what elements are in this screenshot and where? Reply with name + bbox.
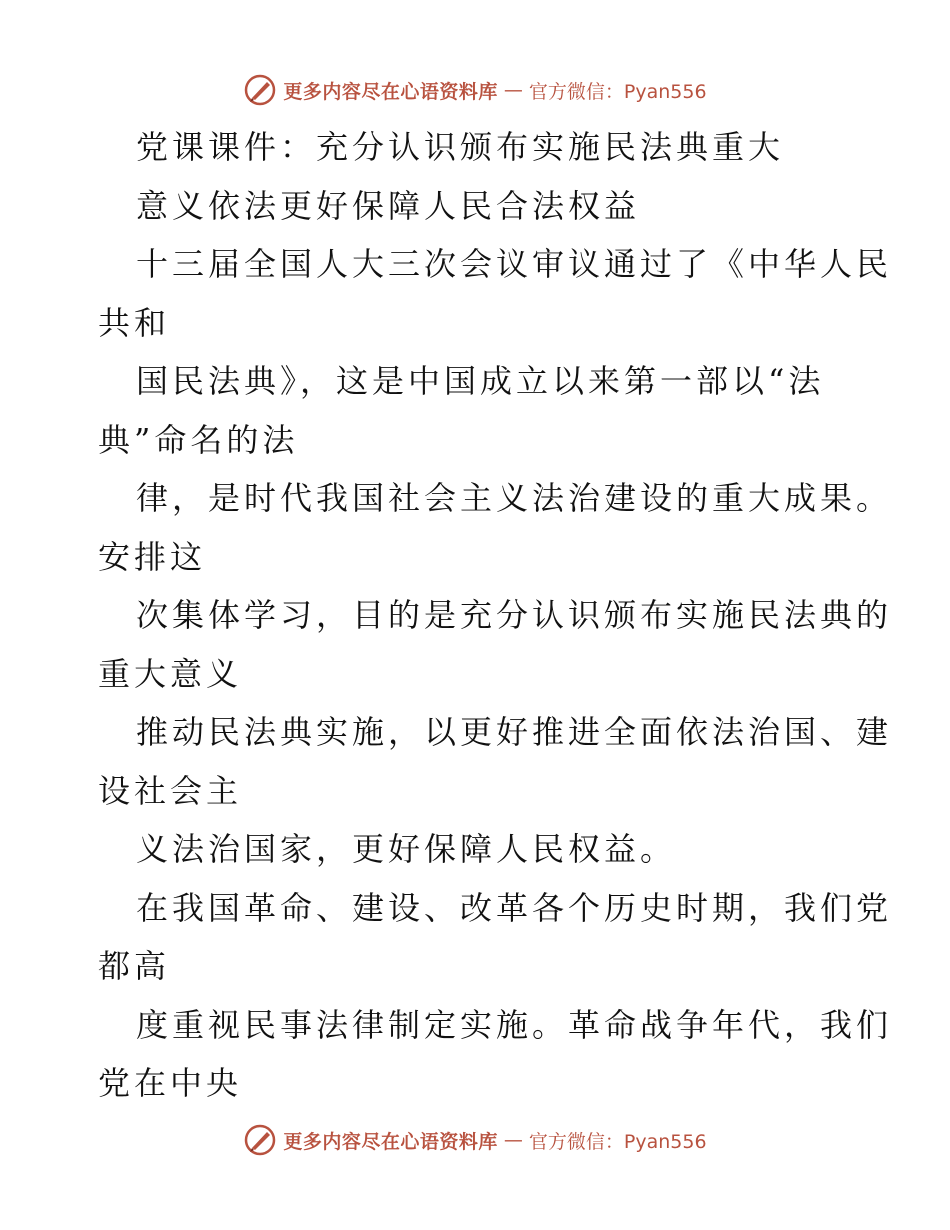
text-line: 都高 xyxy=(98,947,171,985)
banner-contact: 官方微信：Pyan556 xyxy=(528,1130,707,1153)
banner-dash: — xyxy=(503,1129,523,1151)
text-line: 设社会主 xyxy=(98,771,243,810)
document-body xyxy=(98,118,893,1113)
text-line: 次集体学习，目的是充分认识颁布实施民法典的 xyxy=(136,596,893,634)
banner-contact: 官方微信：Pyan556 xyxy=(528,80,707,103)
header-banner xyxy=(0,70,950,110)
banner-text: 更多内容尽在心语资料库 xyxy=(283,1130,498,1153)
pen-logo-icon xyxy=(243,73,277,107)
text-line: 党课课件：充分认识颁布实施民法典重大 xyxy=(136,128,785,166)
banner-text: 更多内容尽在心语资料库 xyxy=(283,80,498,103)
pen-logo-icon xyxy=(243,1123,277,1157)
text-line: 重大意义 xyxy=(98,654,243,693)
text-line: 党在中央 xyxy=(98,1064,243,1102)
text-line: 意义依法更好保障人民合法权益 xyxy=(136,186,641,225)
text-line: 典”命名的法 xyxy=(98,420,299,459)
text-line: 十三届全国人大三次会议审议通过了《中华人民 xyxy=(136,245,893,283)
text-line: 共和 xyxy=(98,303,171,342)
text-line: 安排这 xyxy=(98,537,207,576)
text-line: 推动民法典实施，以更好推进全面依法治国、建 xyxy=(136,713,893,751)
text-line: 在我国革命、建设、改革各个历史时期，我们党 xyxy=(136,888,893,927)
footer-banner xyxy=(0,1120,950,1160)
text-line: 国民法典》，这是中国成立以来第一部以“法 xyxy=(136,362,825,400)
text-line: 度重视民事法律制定实施。革命战争年代，我们 xyxy=(136,1005,893,1044)
banner-dash: — xyxy=(503,79,523,101)
text-line: 义法治国家，更好保障人民权益。 xyxy=(136,830,677,868)
text-line: 律，是时代我国社会主义法治建设的重大成果。 xyxy=(136,479,893,517)
